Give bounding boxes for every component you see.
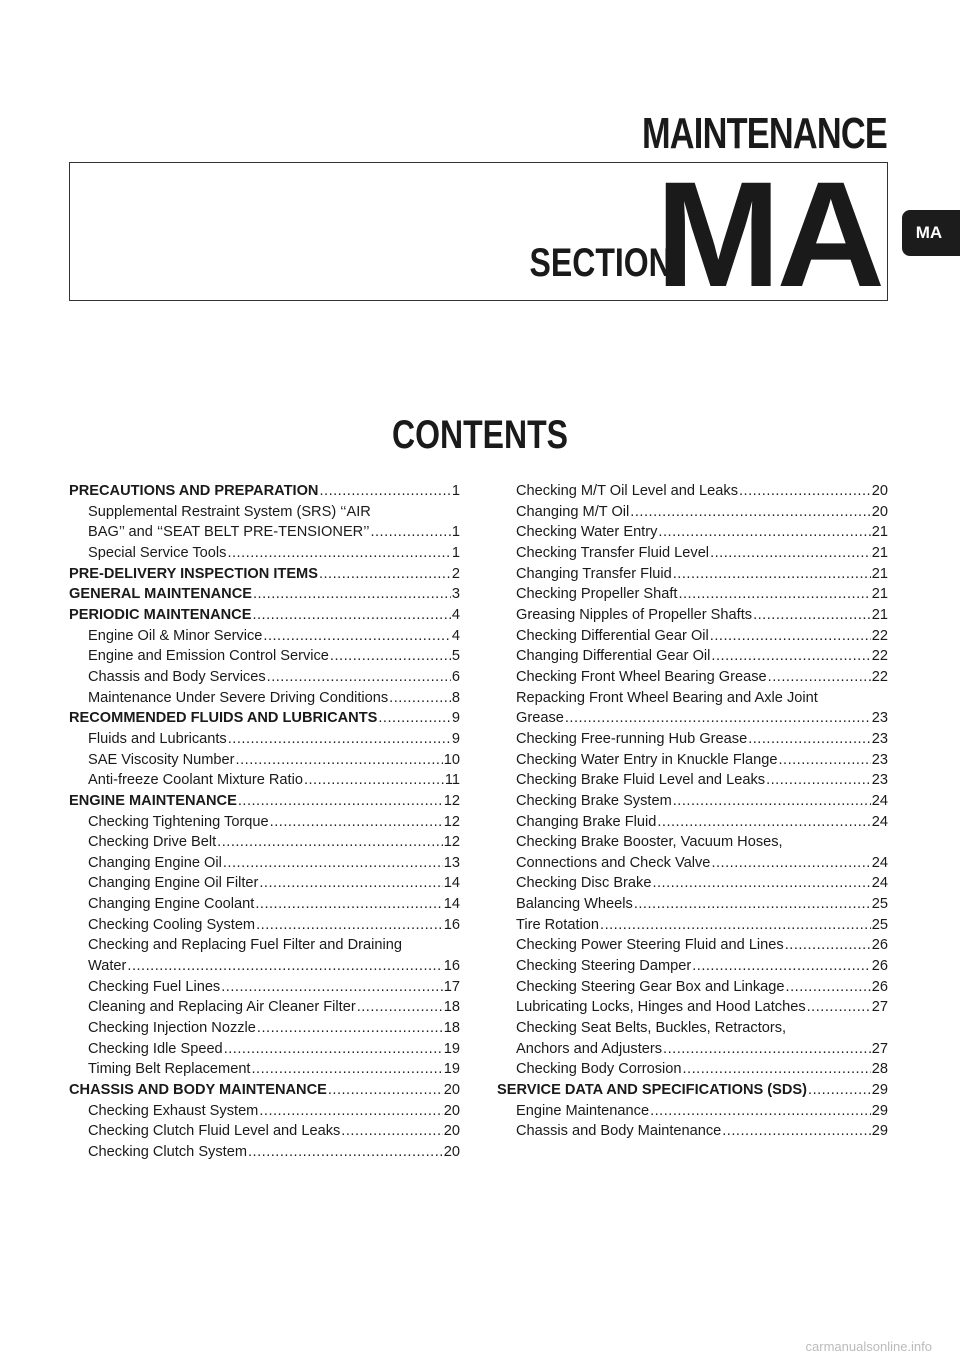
toc-entry[interactable] [497,522,888,543]
toc-page-number: 29 [871,1123,888,1140]
toc-dot-leader [224,1039,443,1060]
toc-entry-title: Checking Water Entry in Knuckle Flange [516,751,778,768]
toc-dot-leader [658,522,870,543]
toc-page-number: 2 [451,565,460,582]
toc-entry[interactable] [69,832,460,853]
toc-dot-leader [252,1059,443,1080]
toc-page-number: 6 [451,668,460,685]
toc-section-entry[interactable] [69,564,460,585]
toc-entry-title: CHASSIS AND BODY MAINTENANCE [69,1082,327,1099]
toc-page-number: 23 [871,710,888,727]
toc-entry-title: Checking Drive Belt [88,834,217,851]
toc-entry-title: Checking Steering Gear Box and Linkage [516,978,785,995]
toc-dot-leader [217,832,443,853]
toc-entry-text: Checking Brake Booster, Vacuum Hoses, [516,834,783,851]
footer-watermark: carmanualsonline.info [805,1339,932,1354]
toc-entry[interactable] [497,956,888,977]
toc-page-number: 28 [871,1061,888,1078]
toc-dot-leader [252,605,450,626]
toc-entry-title: Checking Steering Damper [516,958,692,975]
toc-entry-title: Lubricating Locks, Hinges and Hood Latches [516,999,806,1016]
toc-entry[interactable] [69,770,460,791]
toc-entry[interactable] [497,977,888,998]
toc-dot-leader [236,750,443,771]
toc-entry-title: Changing Engine Oil [88,854,222,871]
toc-entry-title: Checking Disc Brake [516,875,652,892]
toc-section-entry[interactable] [69,584,460,605]
toc-section-entry[interactable] [497,1080,888,1101]
toc-entry-title: Cleaning and Replacing Air Cleaner Filter [88,999,356,1016]
toc-dot-leader [711,853,870,874]
toc-dot-leader [748,729,871,750]
toc-page-number: 20 [871,483,888,499]
section-code: MA [655,150,881,318]
toc-page-number: 26 [871,937,888,954]
toc-dot-leader [785,935,871,956]
toc-dot-leader [270,812,443,833]
toc-entry-text: Repacking Front Wheel Bearing and Axle Joint [516,689,818,706]
toc-page-number: 22 [871,668,888,685]
toc-entry[interactable] [497,1101,888,1122]
toc-entry[interactable] [497,770,888,791]
toc-dot-leader [370,522,450,543]
toc-entry-title: ENGINE MAINTENANCE [69,792,237,809]
toc-column-right [497,481,888,1142]
toc-dot-leader [778,750,870,771]
toc-column-left [69,481,460,1163]
toc-entry[interactable] [69,1121,460,1142]
section-banner [69,150,888,318]
toc-entry[interactable] [69,956,460,977]
toc-entry[interactable] [497,750,888,771]
toc-dot-leader [807,997,871,1018]
toc-entry-title: Checking Power Steering Fluid and Lines [516,937,784,954]
toc-dot-leader [692,956,871,977]
toc-entry[interactable] [497,997,888,1018]
toc-page-number: 21 [871,565,888,582]
toc-entry-title: Checking Body Corrosion [516,1061,682,1078]
toc-entry-title: Engine and Emission Control Service [88,648,329,665]
toc-page-number: 26 [871,978,888,995]
toc-entry[interactable] [69,1101,460,1122]
toc-dot-leader [630,502,870,523]
toc-page-number: 16 [443,958,460,975]
toc-page-number: 21 [871,606,888,623]
toc-page-number: 5 [451,648,460,665]
toc-dot-leader [267,667,451,688]
toc-entry[interactable] [497,894,888,915]
toc-page-number: 20 [871,503,888,520]
toc-entry-title: SAE Viscosity Number [88,751,235,768]
toc-dot-leader [768,667,871,688]
toc-dot-leader [378,708,451,729]
toc-dot-leader [389,688,451,709]
toc-entry-title: RECOMMENDED FLUIDS AND LUBRICANTS [69,710,378,727]
toc-entry[interactable] [69,873,460,894]
toc-dot-leader [253,584,451,605]
toc-entry-title: Connections and Check Valve [516,854,711,871]
toc-entry[interactable] [497,1039,888,1060]
toc-page-number: 20 [443,1144,460,1160]
toc-page-number: 9 [451,730,460,747]
toc-page-number: 12 [443,792,460,809]
toc-entry-title: Changing M/T Oil [516,503,630,520]
toc-entry-title: Timing Belt Replacement [88,1061,251,1078]
toc-dot-leader [673,791,871,812]
toc-entry-title: PRE-DELIVERY INSPECTION ITEMS [69,565,318,582]
toc-entry-title: Checking Water Entry [516,524,658,541]
toc-dot-leader [248,1142,443,1163]
toc-page-number: 19 [443,1061,460,1078]
toc-section-entry[interactable] [69,481,460,502]
toc-entry-title: Checking Injection Nozzle [88,1020,256,1037]
toc-page-number: 29 [871,1082,888,1099]
toc-page-number: 16 [443,916,460,933]
toc-dot-leader [228,729,451,750]
toc-entry[interactable] [497,729,888,750]
toc-page-number: 22 [871,627,888,644]
toc-dot-leader [255,894,442,915]
toc-dot-leader [357,997,443,1018]
toc-page-number: 25 [871,916,888,933]
toc-entry-title: Changing Differential Gear Oil [516,648,711,665]
toc-entry-title: Balancing Wheels [516,896,633,913]
toc-entry[interactable] [497,1121,888,1142]
toc-page-number: 23 [871,751,888,768]
toc-entry-title: Anti-freeze Coolant Mixture Ratio [88,772,303,789]
toc-page-number: 22 [871,648,888,665]
toc-entry[interactable] [69,997,460,1018]
toc-entry[interactable] [497,873,888,894]
toc-dot-leader [710,543,871,564]
section-tab[interactable]: MA [902,210,960,256]
toc-entry[interactable] [497,564,888,585]
toc-page-number: 21 [871,524,888,541]
toc-section-entry[interactable] [69,708,460,729]
toc-entry-title: Chassis and Body Services [88,668,266,685]
toc-dot-leader [710,626,871,647]
toc-entry-title: Changing Engine Oil Filter [88,875,259,892]
toc-dot-leader [565,708,871,729]
toc-entry[interactable] [69,1039,460,1060]
toc-dot-leader [682,1059,870,1080]
toc-dot-leader [221,977,443,998]
toc-dot-leader [127,956,442,977]
toc-entry-title: Checking Exhaust System [88,1102,259,1119]
toc-page-number: 18 [443,1020,460,1037]
toc-entry[interactable] [69,646,460,667]
toc-entry-title: Checking Brake System [516,792,672,809]
toc-entry-title: Anchors and Adjusters [516,1040,663,1057]
toc-entry[interactable] [69,626,460,647]
toc-dot-leader [257,1018,443,1039]
toc-entry[interactable] [69,977,460,998]
toc-dot-leader [652,873,870,894]
toc-page-number: 26 [871,958,888,975]
toc-entry[interactable] [497,708,888,729]
toc-entry-title: Checking Free-running Hub Grease [516,730,748,747]
toc-entry[interactable] [69,667,460,688]
toc-entry[interactable] [497,791,888,812]
toc-entry[interactable] [497,812,888,833]
toc-dot-leader [263,626,450,647]
toc-page-number: 21 [871,544,888,561]
toc-entry[interactable] [69,915,460,936]
toc-entry-title: Checking Transfer Fluid Level [516,544,710,561]
toc-entry-title: Water [88,958,127,975]
toc-dot-leader [227,543,450,564]
toc-section-entry[interactable] [69,1080,460,1101]
toc-entry[interactable] [497,543,888,564]
toc-dot-leader [663,1039,871,1060]
toc-entry-title: Checking Propeller Shaft [516,586,678,603]
toc-page-number: 23 [871,730,888,747]
toc-entry-text: Checking and Replacing Fuel Filter and Draining [88,937,402,954]
toc-page-number: 18 [443,999,460,1016]
toc-page-number: 24 [871,875,888,892]
toc-entry-title: Changing Engine Coolant [88,896,255,913]
toc-entry-title: Fluids and Lubricants [88,730,227,747]
contents-heading: CONTENTS [392,413,568,457]
toc-page-number: 4 [451,606,460,623]
toc-entry[interactable] [69,1018,460,1039]
toc-page-number: 19 [443,1040,460,1057]
toc-entry-title: Maintenance Under Severe Driving Conditions [88,689,389,706]
toc-entry[interactable] [69,853,460,874]
toc-entry-title: BAG’’ and ‘‘SEAT BELT PRE-TENSIONER’’ [88,524,370,541]
toc-dot-leader [330,646,451,667]
toc-entry[interactable] [497,626,888,647]
toc-page-number: 13 [443,854,460,871]
toc-dot-leader [739,481,871,502]
toc-dot-leader [673,564,871,585]
toc-entry-title: Checking Clutch Fluid Level and Leaks [88,1123,341,1140]
toc-dot-leader [341,1121,442,1142]
toc-page-number: 25 [871,896,888,913]
toc-entry[interactable] [497,646,888,667]
toc-page-number: 24 [871,813,888,830]
toc-dot-leader [600,915,871,936]
toc-dot-leader [319,481,450,502]
toc-page-number: 1 [451,544,460,561]
toc-dot-leader [319,564,451,585]
toc-entry[interactable] [497,915,888,936]
toc-section-entry[interactable] [69,605,460,626]
toc-entry-title: Checking Tightening Torque [88,813,269,830]
toc-page-number: 1 [451,483,460,499]
toc-dot-leader [634,894,871,915]
toc-dot-leader [722,1121,871,1142]
toc-entry[interactable] [497,935,888,956]
toc-entry-title: Changing Brake Fluid [516,813,657,830]
toc-page-number: 21 [871,586,888,603]
toc-entry-title: Checking Idle Speed [88,1040,223,1057]
toc-entry[interactable] [497,667,888,688]
toc-entry-title: Checking Cooling System [88,916,256,933]
toc-entry[interactable] [497,502,888,523]
toc-entry-title: Engine Oil & Minor Service [88,627,263,644]
toc-page-number: 29 [871,1102,888,1119]
toc-entry[interactable] [69,894,460,915]
toc-page-number: 11 [444,772,460,789]
toc-entry-title: Special Service Tools [88,544,227,561]
toc-dot-leader [259,873,442,894]
toc-entry-title: Changing Transfer Fluid [516,565,672,582]
toc-entry-text: Checking Seat Belts, Buckles, Retractors, [516,1020,787,1037]
toc-entry[interactable] [497,584,888,605]
toc-page-number: 8 [451,689,460,706]
toc-page-number: 17 [443,978,460,995]
toc-page-number: 1 [451,524,460,541]
toc-entry[interactable] [497,1059,888,1080]
toc-entry-title: Checking Fuel Lines [88,978,221,995]
page-title: MAINTENANCE [641,109,887,158]
toc-entry[interactable] [497,481,888,502]
toc-page-number: 10 [443,751,460,768]
toc-dot-leader [753,605,871,626]
toc-entry[interactable] [69,729,460,750]
toc-entry[interactable] [69,688,460,709]
toc-entry-title: Grease [516,710,564,727]
toc-dot-leader [650,1101,871,1122]
toc-entry[interactable] [69,1059,460,1080]
toc-page-number: 14 [443,896,460,913]
toc-page-number: 12 [443,834,460,851]
toc-entry-text: Supplemental Restraint System (SRS) ‘‘AIR [88,503,371,520]
toc-entry-title: SERVICE DATA AND SPECIFICATIONS (SDS) [497,1082,808,1099]
toc-entry[interactable] [69,522,460,543]
toc-dot-leader [808,1080,871,1101]
toc-page-number: 24 [871,792,888,809]
toc-entry[interactable] [69,812,460,833]
toc-page-number: 4 [451,627,460,644]
toc-entry-title: Greasing Nipples of Propeller Shafts [516,606,753,623]
toc-page-number: 24 [871,854,888,871]
toc-entry[interactable] [497,853,888,874]
toc-entry-title: Chassis and Body Maintenance [516,1123,722,1140]
toc-entry-title: Checking M/T Oil Level and Leaks [516,483,738,499]
toc-dot-leader [786,977,871,998]
toc-page-number: 20 [443,1123,460,1140]
toc-entry-title: Engine Maintenance [516,1102,650,1119]
toc-dot-leader [259,1101,442,1122]
toc-entry[interactable] [69,1142,460,1163]
toc-entry-title: Checking Front Wheel Bearing Grease [516,668,767,685]
toc-page-number: 12 [443,813,460,830]
toc-entry[interactable] [497,605,888,626]
toc-dot-leader [766,770,871,791]
toc-entry-title: PERIODIC MAINTENANCE [69,606,252,623]
toc-entry-title: Tire Rotation [516,916,600,933]
toc-page-number: 9 [451,710,460,727]
toc-page-number: 23 [871,772,888,789]
toc-dot-leader [678,584,870,605]
toc-entry-title: GENERAL MAINTENANCE [69,586,252,603]
toc-entry[interactable] [69,543,460,564]
toc-dot-leader [711,646,870,667]
toc-page-number: 20 [443,1082,460,1099]
toc-page-number: 27 [871,1040,888,1057]
toc-dot-leader [238,791,443,812]
section-word: SECTION [529,241,672,285]
toc-entry-title: Checking Clutch System [88,1144,247,1160]
toc-dot-leader [223,853,443,874]
toc-entry[interactable] [69,750,460,771]
toc-page-number: 3 [451,586,460,603]
toc-page-number: 14 [443,875,460,892]
toc-page-number: 20 [443,1102,460,1119]
toc-entry-title: Checking Brake Fluid Level and Leaks [516,772,766,789]
toc-dot-leader [657,812,870,833]
toc-dot-leader [328,1080,443,1101]
toc-dot-leader [256,915,443,936]
toc-page-number: 27 [871,999,888,1016]
toc-dot-leader [304,770,444,791]
toc-section-entry[interactable] [69,791,460,812]
toc-entry-title: Checking Differential Gear Oil [516,627,709,644]
toc-entry-title: PRECAUTIONS AND PREPARATION [69,483,319,499]
